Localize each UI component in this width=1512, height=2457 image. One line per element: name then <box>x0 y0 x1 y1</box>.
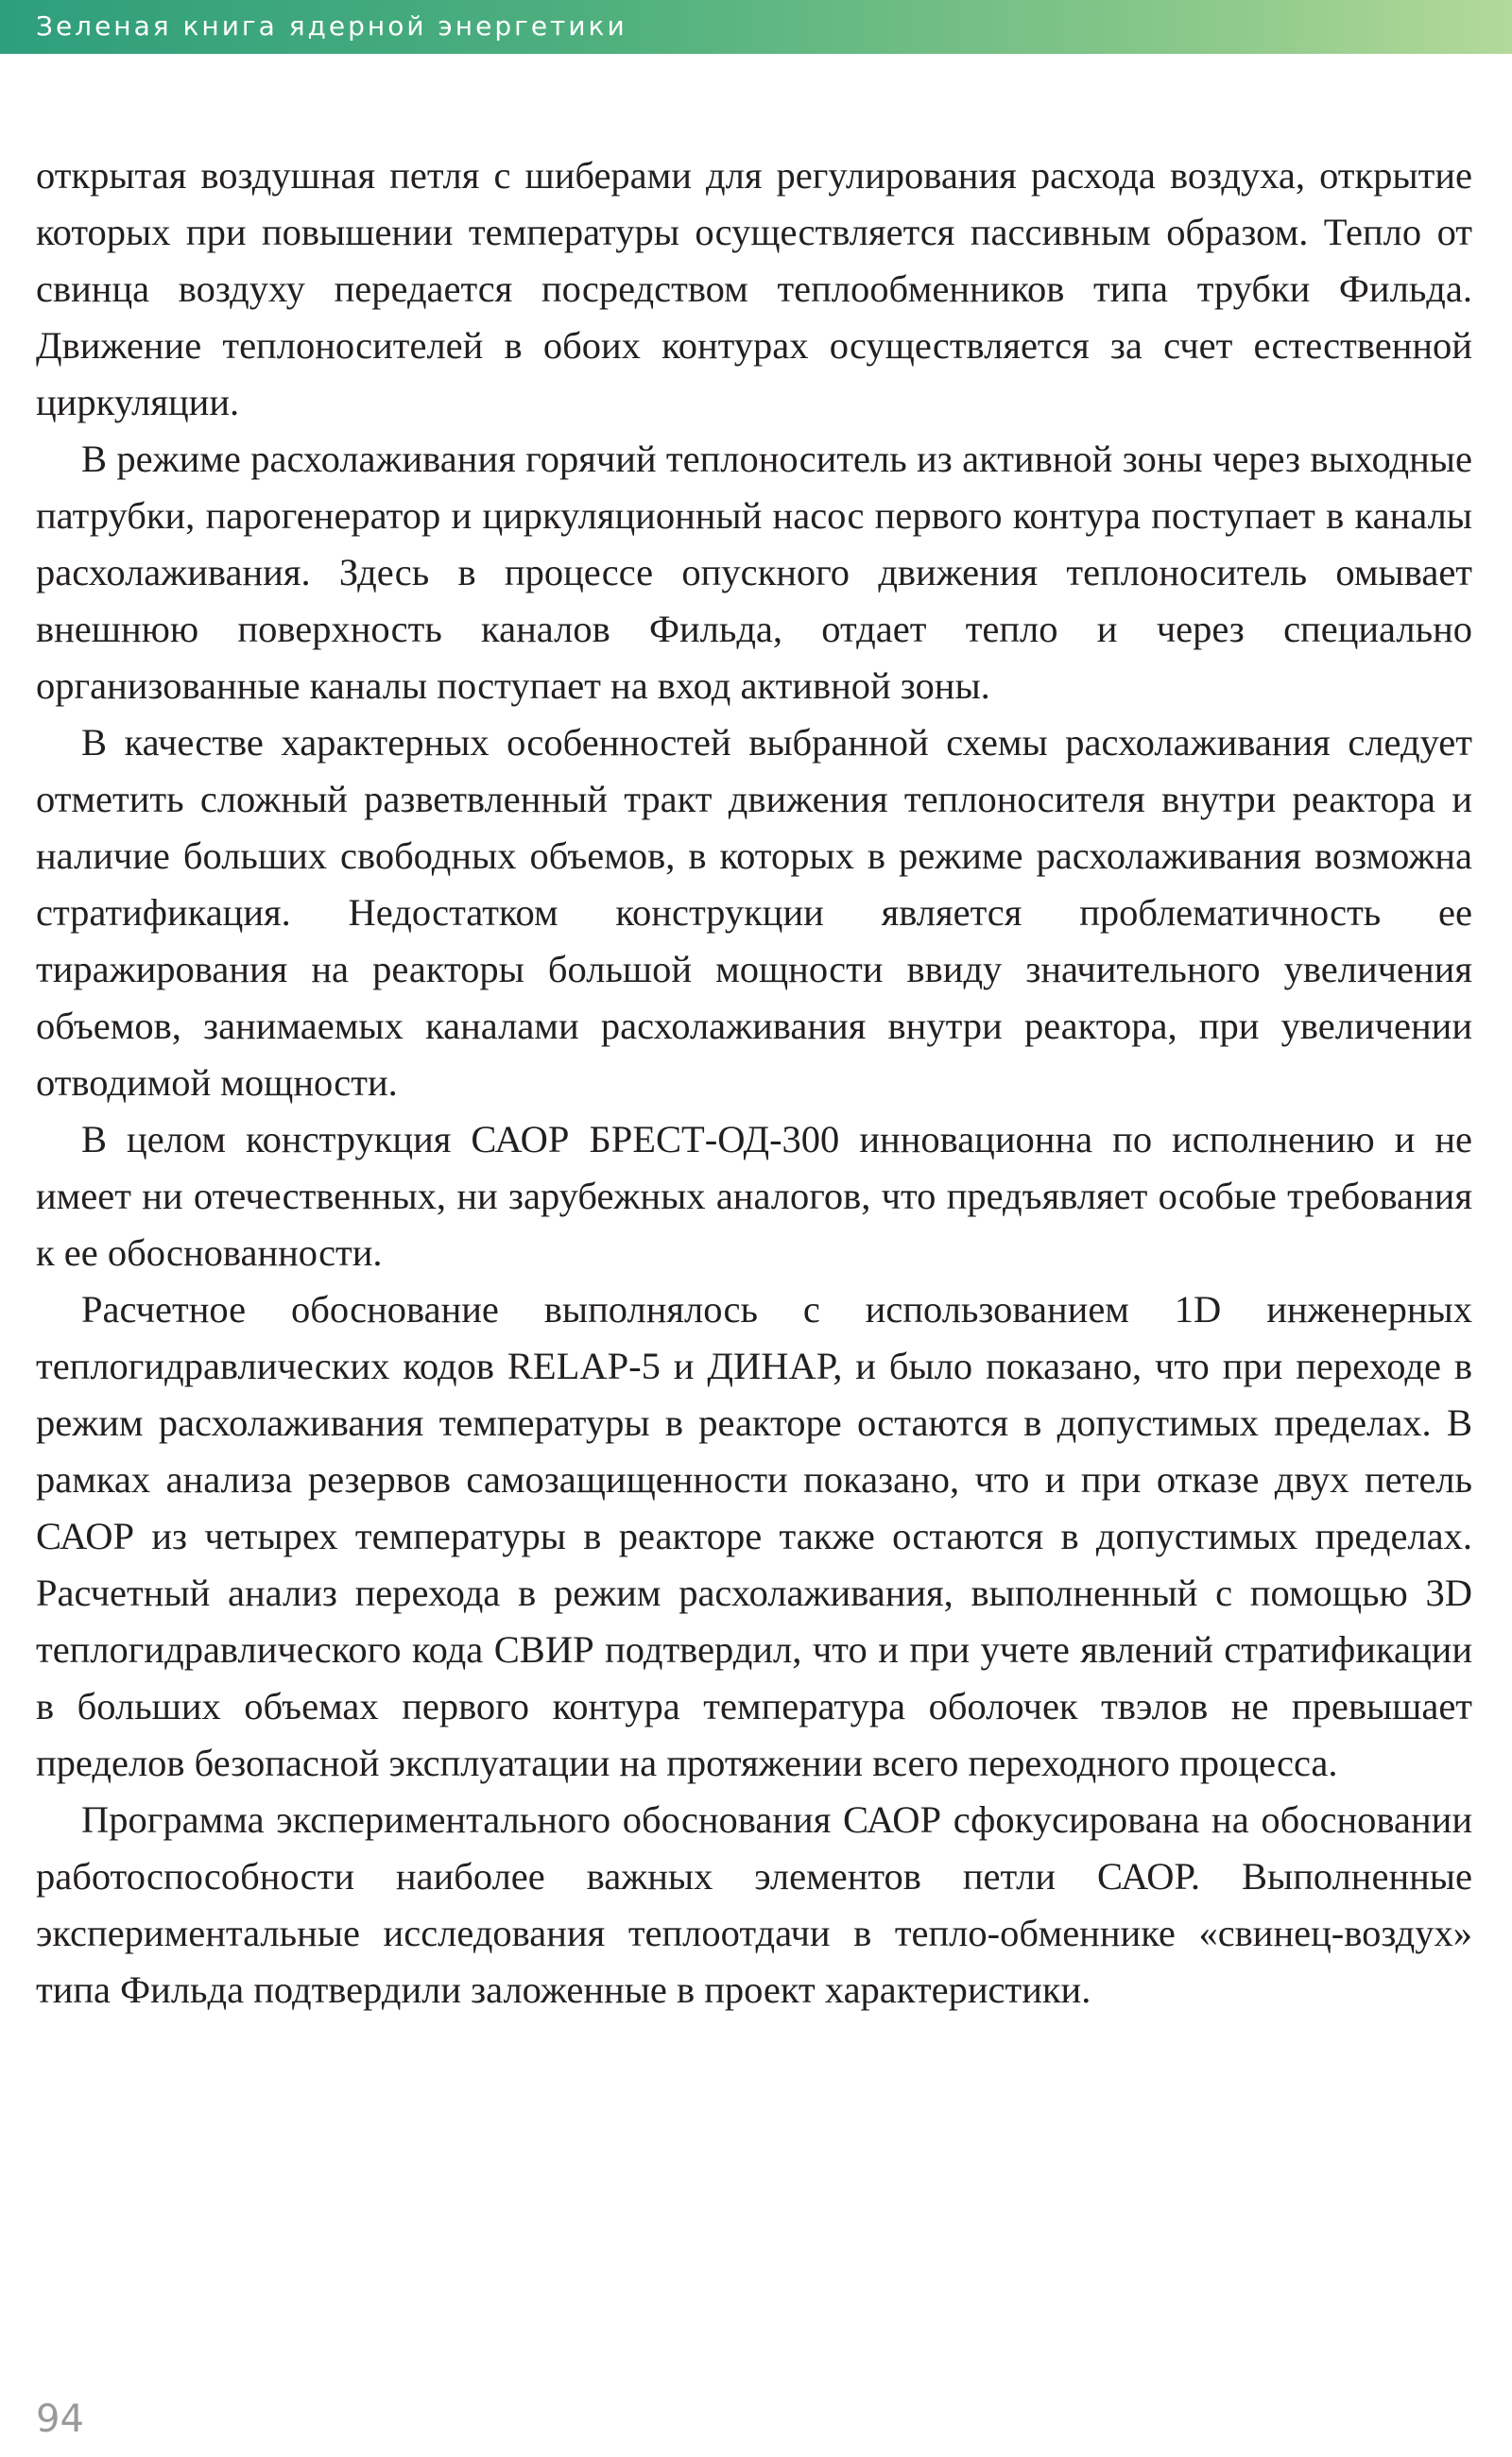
body-text <box>36 147 1472 2019</box>
paragraph: В качестве характерных особенностей выбранной схемы расхолаживания следует отметить сложный разветвленный тракт движения теплоносителя внутри реактора и наличие больших свободных объемов, в которых в режиме расхолаживания возможна стратификация. Недостатком конструкции является проблематичность ее тиражирования на реакторы большой мощности ввиду значительного увеличения объемов, занимаемых каналами расхолаживания внутри реактора, при увеличении отводимой мощности. <box>36 721 1472 1104</box>
page-number: 94 <box>36 2397 84 2441</box>
running-header-title: Зеленая книга ядерной энергетики <box>36 10 627 42</box>
paragraph: Программа экспериментального обоснования САОР сфокусирована на обосновании работоспособности наиболее важных элементов петли САОР. Выполненные экспериментальные исследования теплоотдачи в тепло-обменнике «свинец-воздух» типа Фильда подтвердили заложенные в проект характеристики. <box>36 1798 1472 2011</box>
paragraph: В целом конструкция САОР БРЕСТ-ОД-300 инновационна по исполнению и не имеет ни отечественных, ни зарубежных аналогов, что предъявляет особые требования к ее обоснованности. <box>36 1118 1472 1274</box>
header-band <box>0 0 1512 54</box>
paragraph: Расчетное обоснование выполнялось с использованием 1D инженерных теплогидравлических кодов RELAP-5 и ДИНАР, и было показано, что при переходе в режим расхолаживания температуры в реакторе остаются в допустимых пределах. В рамках анализа резервов самозащищенности показано, что и при отказе двух петель САОР из четырех температуры в реакторе также остаются в допустимых пределах. Расчетный анализ перехода в режим расхолаживания, выполненный с помощью 3D теплогидравлического кода СВИР подтвердил, что и при учете явлений стратификации в больших объемах первого контура температура оболочек твэлов не превышает пределов безопасной эксплуатации на протяжении всего переходного процесса. <box>36 1288 1472 1784</box>
paragraph: В режиме расхолаживания горячий теплоноситель из активной зоны через выходные патрубки, парогенератор и циркуляционный насос первого контура поступает в каналы расхолаживания. Здесь в процессе опускного движения теплоноситель омывает внешнюю поверхность каналов Фильда, отдает тепло и через специально организованные каналы поступает на вход активной зоны. <box>36 438 1472 707</box>
paragraph-continuation: открытая воздушная петля с шиберами для регулирования расхода воздуха, открытие которых при повышении температуры осуществляется пассивным образом. Тепло от свинца воздуху передается посредством теплообменников типа трубки Фильда. Движение теплоносителей в обоих контурах осуществляется за счет естественной циркуляции. <box>36 154 1472 423</box>
